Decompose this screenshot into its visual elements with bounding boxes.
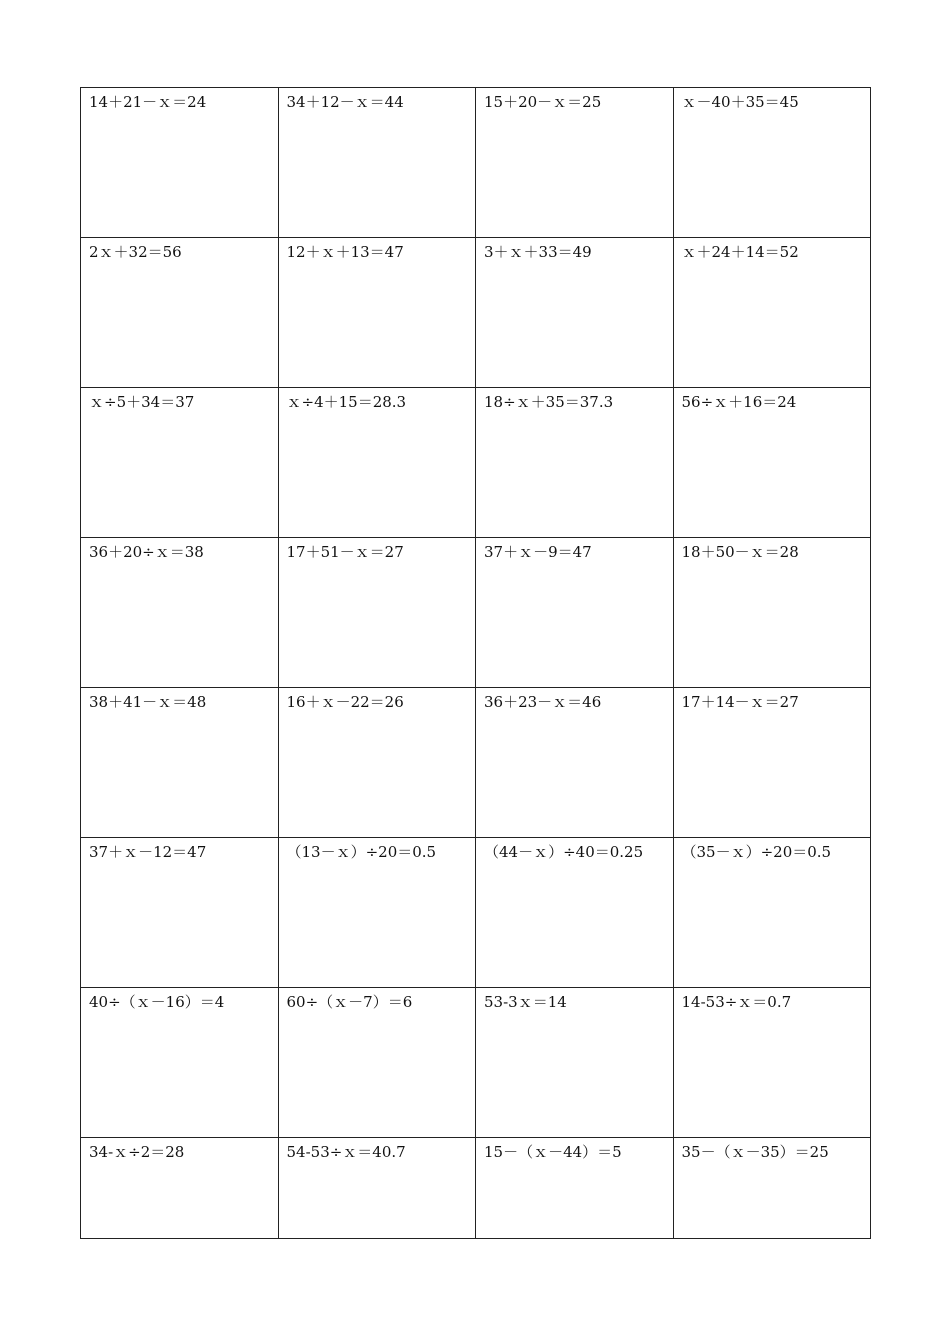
equation-cell: 17＋51－ｘ＝27 <box>278 538 476 688</box>
worksheet-row-3 <box>81 388 871 538</box>
equation-cell: （44－ｘ）÷40＝0.25 <box>476 838 674 988</box>
equation-cell: 3＋ｘ＋33＝49 <box>476 238 674 388</box>
equation-cell: 37＋ｘ－9＝47 <box>476 538 674 688</box>
equation-cell: 38＋41－ｘ＝48 <box>81 688 279 838</box>
equation-cell: 35－（ｘ－35）＝25 <box>673 1138 871 1239</box>
equation-cell: 14-53÷ｘ＝0.7 <box>673 988 871 1138</box>
equation-cell: 34＋12－ｘ＝44 <box>278 88 476 238</box>
equation-cell: 53-3ｘ＝14 <box>476 988 674 1138</box>
equation-cell: 16＋ｘ－22＝26 <box>278 688 476 838</box>
worksheet-row-1 <box>81 88 871 238</box>
equation-cell: （35－ｘ）÷20＝0.5 <box>673 838 871 988</box>
equation-cell: ｘ－40＋35＝45 <box>673 88 871 238</box>
worksheet-row-2 <box>81 238 871 388</box>
equation-cell: 56÷ｘ＋16＝24 <box>673 388 871 538</box>
equation-cell: 14＋21－ｘ＝24 <box>81 88 279 238</box>
equation-cell: 54-53÷ｘ＝40.7 <box>278 1138 476 1239</box>
equation-cell: 36＋20÷ｘ＝38 <box>81 538 279 688</box>
equation-cell: 34-ｘ÷2＝28 <box>81 1138 279 1239</box>
worksheet-row-7 <box>81 988 871 1138</box>
equation-cell: 18÷ｘ＋35＝37.3 <box>476 388 674 538</box>
equation-cell: 2ｘ＋32＝56 <box>81 238 279 388</box>
equation-cell: 40÷（ｘ－16）＝4 <box>81 988 279 1138</box>
equation-cell: 36＋23－ｘ＝46 <box>476 688 674 838</box>
equation-cell: ｘ＋24＋14＝52 <box>673 238 871 388</box>
equation-worksheet-table <box>80 87 871 1239</box>
worksheet-row-4 <box>81 538 871 688</box>
equation-cell: 18＋50－ｘ＝28 <box>673 538 871 688</box>
worksheet-row-6 <box>81 838 871 988</box>
equation-cell: 15＋20－ｘ＝25 <box>476 88 674 238</box>
equation-cell: 37＋ｘ－12＝47 <box>81 838 279 988</box>
equation-cell: ｘ÷5＋34＝37 <box>81 388 279 538</box>
equation-cell: （13－ｘ）÷20＝0.5 <box>278 838 476 988</box>
equation-cell: 12＋ｘ＋13＝47 <box>278 238 476 388</box>
equation-cell: ｘ÷4＋15＝28.3 <box>278 388 476 538</box>
worksheet-row-5 <box>81 688 871 838</box>
equation-cell: 17＋14－ｘ＝27 <box>673 688 871 838</box>
worksheet-row-8 <box>81 1138 871 1239</box>
equation-cell: 15－（ｘ－44）＝5 <box>476 1138 674 1239</box>
equation-cell: 60÷（ｘ－7）＝6 <box>278 988 476 1138</box>
